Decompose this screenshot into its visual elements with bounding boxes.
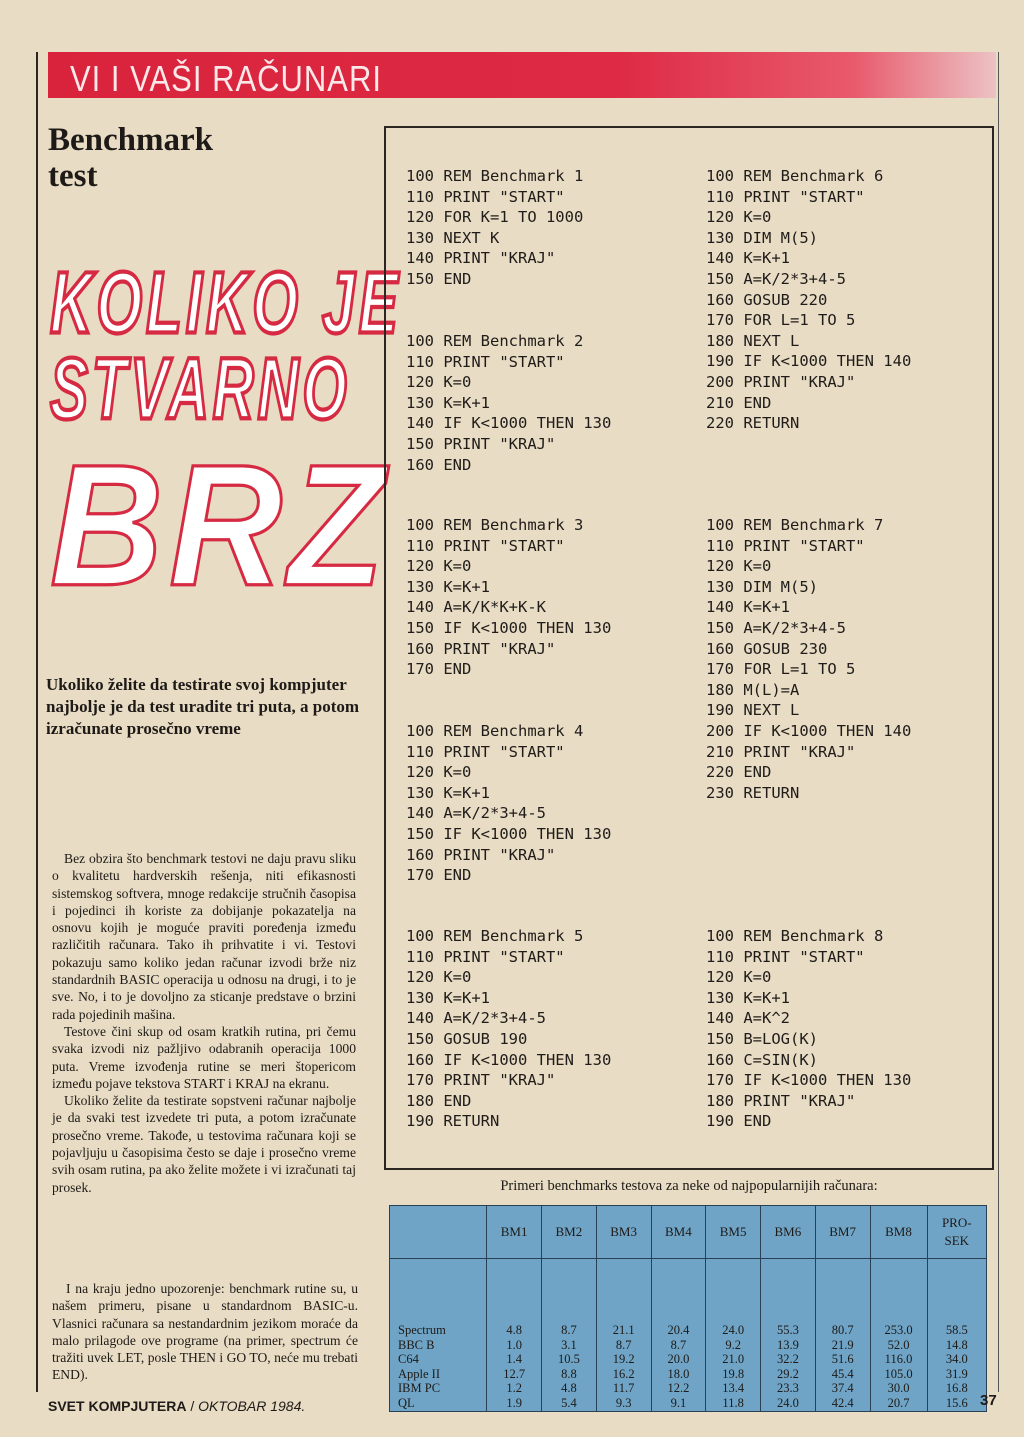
table-value: 8.7 xyxy=(670,1337,687,1352)
column-header: BM7 xyxy=(815,1206,870,1259)
table-value: 11.8 xyxy=(722,1395,744,1410)
table-value: 37.4 xyxy=(831,1381,854,1396)
column-header: BM1 xyxy=(487,1206,542,1259)
computer-name: Apple II xyxy=(398,1366,440,1381)
bm1-values-cell xyxy=(487,1259,542,1412)
table-value: 15.6 xyxy=(945,1395,968,1410)
table-value: 30.0 xyxy=(887,1381,910,1396)
body-paragraph: Ukoliko želite da testirate sopstveni računar najbolje je da svaki test izvedete tri puta, a potom izračunate prosečno vreme. Takođe, u testovima računara koji se pojavljuju u časopisima često se daje i prosečno vreme svih osam rutina, pa ako želite možete i vi izračunati taj prosek. xyxy=(52,1093,356,1195)
table-value: 19.8 xyxy=(722,1366,745,1381)
table-value: 21.9 xyxy=(831,1337,854,1352)
code-benchmark-6: 100 REM Benchmark 6 110 PRINT "START" 120 K=0 130 DIM M(5) 140 K=K+1 150 A=K/2*3+4-5 160 GOSUB 220 170 FOR L=1 TO 5 180 NEXT L 190 IF K<1000 THEN 140 200 PRINT "KRAJ" 210 END 220 RETURN xyxy=(706,167,912,433)
page-number: 37 xyxy=(980,1392,997,1409)
table-value: 23.3 xyxy=(776,1381,799,1396)
computer-name: BBC B xyxy=(398,1337,435,1352)
column-header: BM3 xyxy=(596,1206,651,1259)
code-benchmark-3: 100 REM Benchmark 3 110 PRINT "START" 120 K=0 130 K=K+1 140 A=K/K*K+K-K 150 IF K<1000 THEN 130 160 PRINT "KRAJ" 170 END xyxy=(406,516,612,679)
computer-name: Spectrum xyxy=(398,1323,446,1337)
article-body xyxy=(52,850,356,1196)
table-value: 9.1 xyxy=(670,1395,687,1410)
computer-name: C64 xyxy=(398,1352,419,1367)
table-value: 4.8 xyxy=(506,1323,522,1337)
section-title: VI I VAŠI RAČUNARI xyxy=(70,58,382,100)
table-value: 34.0 xyxy=(945,1352,968,1367)
body-paragraph: Bez obzira što benchmark testovi ne daju pravu sliku o kvalitetu hardverskih rešenja, niti efikasnosti sistemskog softvera, mnoge redakcije stručnih časopisa i pojedinci ih koriste za dobijanje pokazatelja na osnovu kojih je moguće praviti poređenja između različitih računara. Tako ih prihvatite i vi. Testovi pokazuju samo koliko jedan računar izvodi brže niz standardnih BASIC operacija u odnosu na drugi, i to je sve. No, i to je dovoljno za sticanje predstave o brzini rada pojedinih mašina. xyxy=(52,851,356,1022)
column-header: BM4 xyxy=(651,1206,706,1259)
table-value: 20.0 xyxy=(667,1352,690,1367)
article-headline xyxy=(48,122,348,194)
section-banner xyxy=(48,52,996,98)
column-header-average: PRO- SEK xyxy=(927,1206,987,1259)
table-value: 8.8 xyxy=(561,1366,577,1381)
issue-date: OKTOBAR 1984. xyxy=(198,1398,306,1414)
table-value: 1.4 xyxy=(506,1352,522,1367)
table-value: 13.4 xyxy=(722,1381,745,1396)
column-header: BM6 xyxy=(761,1206,816,1259)
table-value: 14.8 xyxy=(945,1337,968,1352)
table-value: 52.0 xyxy=(887,1337,910,1352)
code-benchmark-5: 100 REM Benchmark 5 110 PRINT "START" 120 K=0 130 K=K+1 140 A=K/2*3+4-5 150 GOSUB 190 160 IF K<1000 THEN 130 170 PRINT "KRAJ" 180 END 190 RETURN xyxy=(406,927,612,1131)
table-value: 9.2 xyxy=(725,1337,741,1352)
code-benchmark-7: 100 REM Benchmark 7 110 PRINT "START" 120 K=0 130 DIM M(5) 140 K=K+1 150 A=K/2*3+4-5 160 GOSUB 230 170 FOR L=1 TO 5 180 M(L)=A 190 NEXT L 200 IF K<1000 THEN 140 210 PRINT "KRAJ" 220 END 230 RETURN xyxy=(706,516,912,802)
table-value: 80.7 xyxy=(831,1323,854,1337)
table-value: 12.2 xyxy=(667,1381,690,1396)
table-value: 9.3 xyxy=(615,1395,632,1410)
closing-paragraph: I na kraju jedno upozorenje: benchmark rutine su, u našem primeru, pisane u standardnom BASIC-u. Vlasnici računara sa nestandardnim jezikom moraće da malo prilagode ove programe (na primer, spectrum će tražiti uvek LET, posle THEN i GO TO, neće mu trebati END). xyxy=(52,1281,358,1383)
table-value: 11.7 xyxy=(612,1381,635,1396)
table-value: 105.0 xyxy=(884,1366,913,1381)
computer-name: QL xyxy=(398,1395,415,1410)
bm6-values-cell xyxy=(761,1259,816,1412)
headline-line-2: test xyxy=(48,158,98,194)
footer-separator: / xyxy=(190,1398,195,1414)
table-corner xyxy=(390,1206,487,1259)
closing-note xyxy=(52,1280,358,1384)
column-header: BM5 xyxy=(706,1206,761,1259)
table-value: 45.4 xyxy=(831,1366,854,1381)
table-value: 8.7 xyxy=(615,1337,632,1352)
table-header-row xyxy=(390,1206,987,1259)
table-value: 21.0 xyxy=(722,1352,745,1367)
table-value: 116.0 xyxy=(884,1352,913,1367)
table-value: 32.2 xyxy=(776,1352,799,1367)
table-value: 4.8 xyxy=(561,1381,577,1396)
bm3-values-cell xyxy=(596,1259,651,1412)
bm8-values-cell xyxy=(870,1259,927,1412)
bm7-values-cell xyxy=(815,1259,870,1412)
table-value: 16.8 xyxy=(945,1381,968,1396)
table-value: 12.7 xyxy=(503,1366,526,1381)
body-paragraph: Testove čini skup od osam kratkih rutina, pri čemu svaka izvodi niz pažljivo odabranih operacija 1000 puta. Vreme izvođenja rutine se meri štopericom između pojave tekstova START i KRAJ na ekranu. xyxy=(52,1023,356,1091)
column-header: BM8 xyxy=(870,1206,927,1259)
bm4-values-cell xyxy=(651,1259,706,1412)
headline-line-1: Benchmark xyxy=(48,122,213,158)
table-value: 5.4 xyxy=(561,1395,577,1410)
table-caption: Primeri benchmarks testova za neke od najpopularnijih računara: xyxy=(500,1178,878,1194)
average-values-cell xyxy=(927,1259,987,1412)
big-title-line-2: STVARNO xyxy=(50,341,351,438)
bm5-values-cell xyxy=(706,1259,761,1412)
table-value: 29.2 xyxy=(776,1366,799,1381)
table-value: 253.0 xyxy=(884,1323,913,1337)
table-value: 31.9 xyxy=(945,1366,968,1381)
column-header: BM2 xyxy=(542,1206,597,1259)
table-value: 13.9 xyxy=(776,1337,799,1352)
table-value: 21.1 xyxy=(612,1323,635,1337)
big-title-line-1: KOLIKO JE xyxy=(50,255,402,352)
page-footer xyxy=(48,1398,305,1414)
table-value: 10.5 xyxy=(557,1352,580,1367)
table-value: 42.4 xyxy=(831,1395,854,1410)
computer-name: IBM PC xyxy=(398,1381,441,1396)
table-value: 24.0 xyxy=(776,1395,799,1410)
code-listing-box xyxy=(384,126,994,1170)
table-value: 51.6 xyxy=(831,1352,854,1367)
code-benchmark-2: 100 REM Benchmark 2 110 PRINT "START" 120 K=0 130 K=K+1 140 IF K<1000 THEN 130 150 PRINT "KRAJ" 160 END xyxy=(406,332,612,474)
magazine-name: SVET KOMPJUTERA xyxy=(48,1398,187,1414)
code-benchmark-8: 100 REM Benchmark 8 110 PRINT "START" 120 K=0 130 K=K+1 140 A=K^2 150 B=LOG(K) 160 C=SIN(K) 170 IF K<1000 THEN 130 180 PRINT "KRAJ" 190 END xyxy=(706,927,912,1131)
computer-names-cell xyxy=(390,1259,487,1412)
table-value: 16.2 xyxy=(612,1366,635,1381)
table-value: 8.7 xyxy=(561,1323,577,1337)
table-value: 55.3 xyxy=(776,1323,799,1337)
table-value: 24.0 xyxy=(722,1323,745,1337)
table-value: 1.2 xyxy=(506,1381,522,1396)
table-value: 20.7 xyxy=(887,1395,910,1410)
table-value: 1.0 xyxy=(506,1337,522,1352)
lead-paragraph: Ukoliko želite da testirate svoj kompjuter najbolje je da test uradite tri puta, a potom izračunate prosečno vreme xyxy=(46,675,360,738)
code-benchmark-1: 100 REM Benchmark 1 110 PRINT "START" 120 FOR K=1 TO 1000 130 NEXT K 140 PRINT "KRAJ" 150 END xyxy=(406,167,584,288)
big-title-line-3: BRZ xyxy=(50,428,390,622)
table-value: 20.4 xyxy=(667,1323,690,1337)
table-value: 1.9 xyxy=(506,1395,522,1410)
table-value: 19.2 xyxy=(612,1352,635,1367)
benchmark-results-table xyxy=(389,1205,987,1412)
table-value: 18.0 xyxy=(667,1366,690,1381)
code-benchmark-4: 100 REM Benchmark 4 110 PRINT "START" 120 K=0 130 K=K+1 140 A=K/2*3+4-5 150 IF K<1000 THEN 130 160 PRINT "KRAJ" 170 END xyxy=(406,722,612,885)
bm2-values-cell xyxy=(542,1259,597,1412)
table-body-row xyxy=(390,1259,987,1412)
table-value: 58.5 xyxy=(945,1323,968,1337)
table-value: 3.1 xyxy=(561,1337,577,1352)
